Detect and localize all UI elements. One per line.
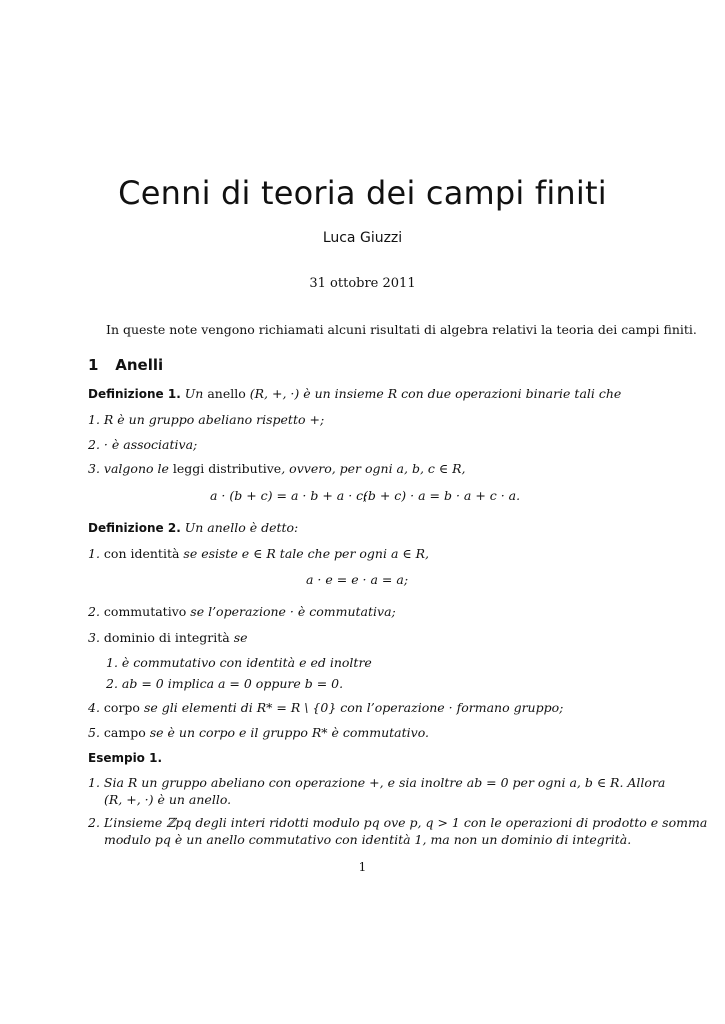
item-text: Sia R un gruppo abeliano con operazione +, e sia inoltre ab = 0 per ogni a, b ∈ R. Allora	[103, 775, 666, 790]
list-item	[88, 461, 466, 476]
list-item-continuation: modulo pq è un anello commutativo con identità 1, ma non un dominio di integrità.	[104, 832, 632, 847]
item-text: · è associativa;	[103, 437, 198, 452]
item-number: 1.	[106, 655, 118, 670]
item-number: 1.	[88, 412, 100, 427]
list-item	[88, 437, 197, 452]
item-text: se è un corpo e il gruppo R* è commutativo.	[149, 725, 429, 740]
page-number: 1	[358, 860, 367, 874]
abstract: In queste note vengono richiamati alcuni risultati di algebra relativi la teoria dei campi finiti.	[106, 322, 697, 337]
list-item	[88, 775, 665, 790]
item-text: se esiste e ∈ R tale che per ogni a ∈ R,	[183, 546, 429, 561]
item-term: corpo	[103, 700, 140, 715]
display-equation: (b + c) · a = b · a + c · a.	[363, 488, 521, 503]
item-text: L’insieme ℤpq degli interi ridotti modulo pq ove p, q > 1 con le operazioni di prodotto e somma	[103, 815, 708, 830]
list-item	[88, 700, 563, 715]
list-item	[88, 412, 324, 427]
item-number: 1.	[88, 546, 100, 561]
document-title: Cenni di teoria dei campi finiti	[118, 174, 607, 212]
item-term: campo	[103, 725, 146, 740]
item-text: , ovvero, per ogni a, b, c ∈ R,	[281, 461, 466, 476]
item-number: 2.	[88, 437, 100, 452]
date: 31 ottobre 2011	[309, 276, 416, 291]
item-number: 1.	[88, 775, 100, 790]
definition-1	[88, 386, 621, 401]
definition-text: Un anello è detto:	[184, 520, 299, 535]
definition-text: (R, +, ·) è un insieme R con due operazioni binarie tali che	[249, 386, 622, 401]
definition-label: Definizione 2.	[88, 521, 181, 535]
item-text: ab = 0 implica a = 0 oppure b = 0.	[121, 676, 344, 691]
item-term: dominio di integrità	[103, 630, 230, 645]
list-item	[88, 630, 248, 645]
item-number: 2.	[106, 676, 118, 691]
list-item	[88, 815, 707, 830]
definition-label: Definizione 1.	[88, 387, 181, 401]
item-text: se	[233, 630, 248, 645]
item-term: commutativo	[103, 604, 187, 619]
display-equation: a · e = e · a = a;	[306, 572, 409, 587]
item-term: con identità	[103, 546, 180, 561]
example-label: Esempio 1.	[88, 751, 163, 765]
item-number: 3.	[88, 630, 100, 645]
list-item	[88, 604, 396, 619]
author: Luca Giuzzi	[322, 230, 403, 246]
definition-2	[88, 520, 298, 535]
list-item	[88, 546, 429, 561]
item-text: è commutativo con identità e ed inoltre	[121, 655, 372, 670]
item-text: valgono le	[103, 461, 169, 476]
item-number: 2.	[88, 604, 100, 619]
item-term: leggi distributive	[172, 461, 282, 476]
item-text: se l’operazione · è commutativa;	[190, 604, 396, 619]
item-text: R è un gruppo abeliano rispetto +;	[103, 412, 325, 427]
example-1	[88, 750, 162, 765]
display-equation: a · (b + c) = a · b + a · c;	[210, 488, 368, 503]
definition-term: anello	[207, 386, 246, 401]
section-number: 1	[88, 356, 99, 374]
item-number: 5.	[88, 725, 100, 740]
definition-text: Un	[184, 386, 204, 401]
section-title: Anelli	[115, 356, 164, 374]
item-text: se gli elementi di R* = R \ {0} con l’operazione · formano gruppo;	[143, 700, 564, 715]
item-number: 4.	[88, 700, 100, 715]
section-heading	[88, 356, 163, 374]
list-item	[88, 725, 429, 740]
item-number: 3.	[88, 461, 100, 476]
sub-list-item	[106, 676, 343, 691]
list-item-continuation: (R, +, ·) è un anello.	[104, 792, 232, 807]
sub-list-item	[106, 655, 372, 670]
item-number: 2.	[88, 815, 100, 830]
